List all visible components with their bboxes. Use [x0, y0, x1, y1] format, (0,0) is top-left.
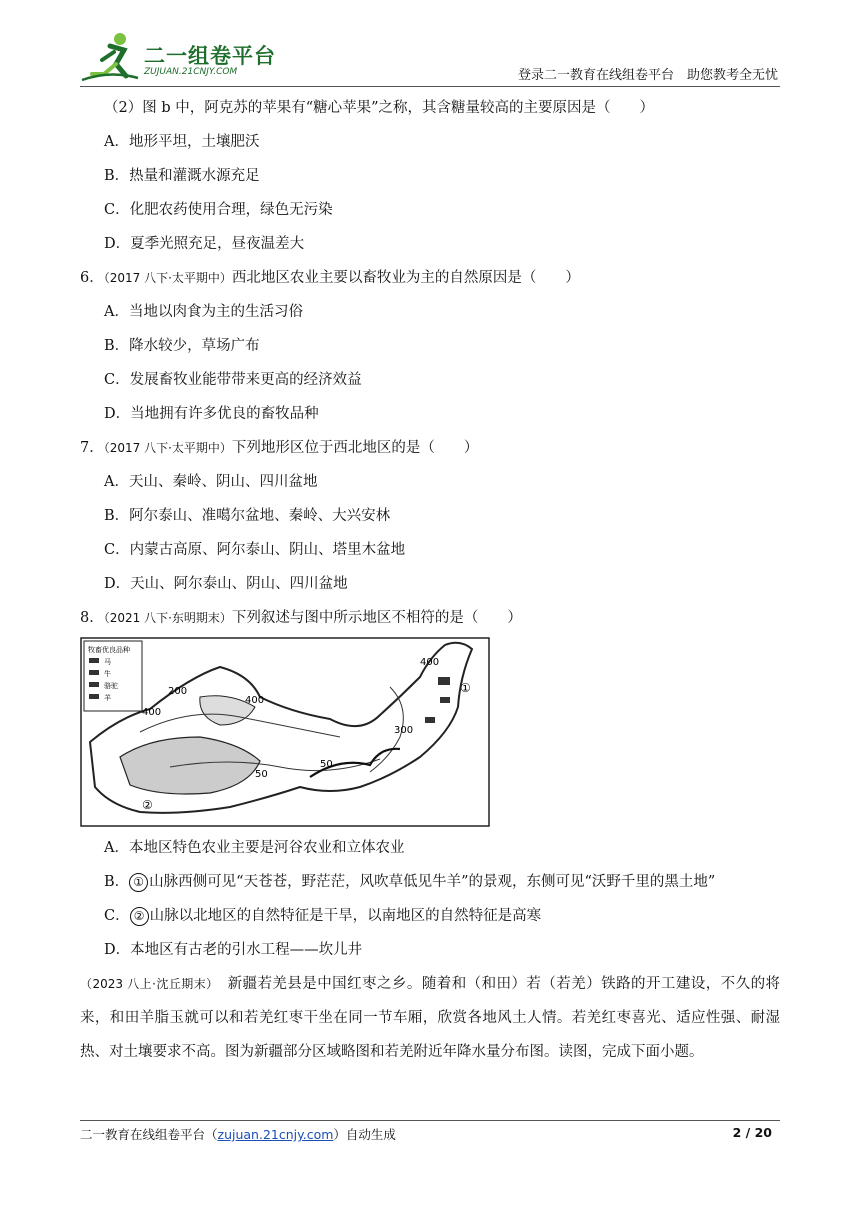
q7-option-d: D．天山、阿尔泰山、阴山、四川盆地: [104, 576, 348, 592]
mark-2: ②: [142, 798, 153, 812]
q8-option-b: [80, 865, 780, 899]
q8-option-c-letter: C．: [104, 908, 130, 924]
map-label: 400: [142, 707, 162, 718]
q5-option-a: A．地形平坦，土壤肥沃: [104, 134, 260, 150]
q6-number: 6．: [80, 270, 104, 286]
map-label: 400: [245, 695, 265, 706]
q8-stem: [80, 601, 780, 635]
legend-sheep: 羊: [104, 694, 111, 702]
q7-number: 7．: [80, 440, 104, 456]
q7-stem: [80, 431, 780, 465]
q8-option-b-letter: B．: [104, 874, 130, 890]
passage-source: （2023 八上·沈丘期末）: [80, 977, 213, 991]
q7-option-b: B．阿尔泰山、准噶尔盆地、秦岭、大兴安林: [104, 508, 391, 524]
q8-option-b-text: 山脉西侧可见“天苍苍，野茫茫，风吹草低见牛羊”的景观，东侧可见“沃野千里的黑土地”: [149, 874, 716, 890]
q6-text: 西北地区农业主要以畜牧业为主的自然原因是（ ）: [231, 270, 580, 286]
header-divider: [80, 86, 780, 87]
footer-link[interactable]: zujuan.21cnjy.com: [217, 1127, 334, 1142]
circled-two: ②: [130, 907, 149, 926]
q8-option-d: D．本地区有古老的引水工程——坎儿井: [104, 942, 363, 958]
map-label: 50: [320, 759, 333, 770]
passage-text: 新疆若羌县是中国红枣之乡。随着和（和田）若（若羌）铁路的开工建设，不久的将来，和田羊脂玉就可以和若羌红枣干坐在同一节车厢，欣赏各地风土人情。若羌红枣喜光、适应性强、耐湿热、对土壤要求不高。图为新疆部分区域略图和若羌附近年降水量分布图。读图，完成下面小题。: [80, 976, 781, 1060]
logo-subtitle: ZUJUAN.21CNJY.COM: [144, 67, 238, 77]
legend-camel: 骆驼: [104, 682, 118, 690]
footer-divider: [80, 1120, 780, 1121]
header-slogan: 登录二一教育在线组卷平台 助您教考全无忧: [517, 68, 778, 83]
circled-one: ①: [129, 873, 148, 892]
q6-option-c: C．发展畜牧业能带带来更高的经济效益: [104, 372, 362, 388]
q8-option-c-text: 山脉以北地区的自然特征是干旱，以南地区的自然特征是高寒: [149, 908, 542, 924]
footer-suffix: ）自动生成: [333, 1127, 396, 1142]
map-label: 200: [168, 686, 188, 697]
mark-1: ①: [460, 681, 471, 695]
map-label: 400: [420, 657, 440, 668]
map-legend-title: 牧畜优良品种: [88, 646, 130, 654]
q8-option-a: A．本地区特色农业主要是河谷农业和立体农业: [104, 840, 405, 856]
q5-option-d: D．夏季光照充足，昼夜温差大: [104, 236, 305, 252]
q5-option-c: C．化肥农药使用合理，绿色无污染: [104, 202, 333, 218]
map-label: 300: [394, 725, 414, 736]
q6-source: （2017 八下·太平期中）: [103, 271, 232, 285]
q5-option-b: B．热量和灌溉水源充足: [104, 168, 260, 184]
q6-option-a: A．当地以肉食为主的生活习俗: [104, 304, 303, 320]
page-content: [80, 91, 780, 1069]
q6-option-d: D．当地拥有许多优良的畜牧品种: [104, 406, 319, 422]
map-label: 50: [255, 769, 268, 780]
q5-sub2-stem: （2）图 b 中，阿克苏的苹果有“糖心苹果”之称，其含糖量较高的主要原因是（ ）: [104, 100, 655, 116]
reading-passage: [80, 967, 780, 1069]
footer-prefix: 二一教育在线组卷平台（: [80, 1127, 218, 1142]
logo: [80, 30, 280, 84]
northwest-map-figure: [80, 637, 490, 827]
q7-text: 下列地形区位于西北地区的是（ ）: [231, 440, 479, 456]
legend-cattle: 牛: [104, 670, 111, 678]
q8-number: 8．: [80, 610, 104, 626]
q7-option-a: A．天山、秦岭、阴山、四川盆地: [104, 474, 318, 490]
q7-option-c: C．内蒙古高原、阿尔泰山、阴山、塔里木盆地: [104, 542, 406, 558]
page-footer: [80, 1125, 780, 1143]
logo-title: 二一组卷平台: [144, 44, 276, 68]
page-number: 2 / 20: [732, 1125, 772, 1140]
legend-horse: 马: [104, 658, 111, 666]
q8-source: （2021 八下·东明期末）: [103, 611, 232, 625]
q8-option-c: [80, 899, 780, 933]
q8-text: 下列叙述与图中所示地区不相符的是（ ）: [231, 610, 522, 626]
runner-logo-icon: [80, 30, 140, 84]
q6-option-b: B．降水较少，草场广布: [104, 338, 260, 354]
q6-stem: [80, 261, 780, 295]
page-header: [80, 30, 780, 86]
q7-source: （2017 八下·太平期中）: [103, 441, 232, 455]
